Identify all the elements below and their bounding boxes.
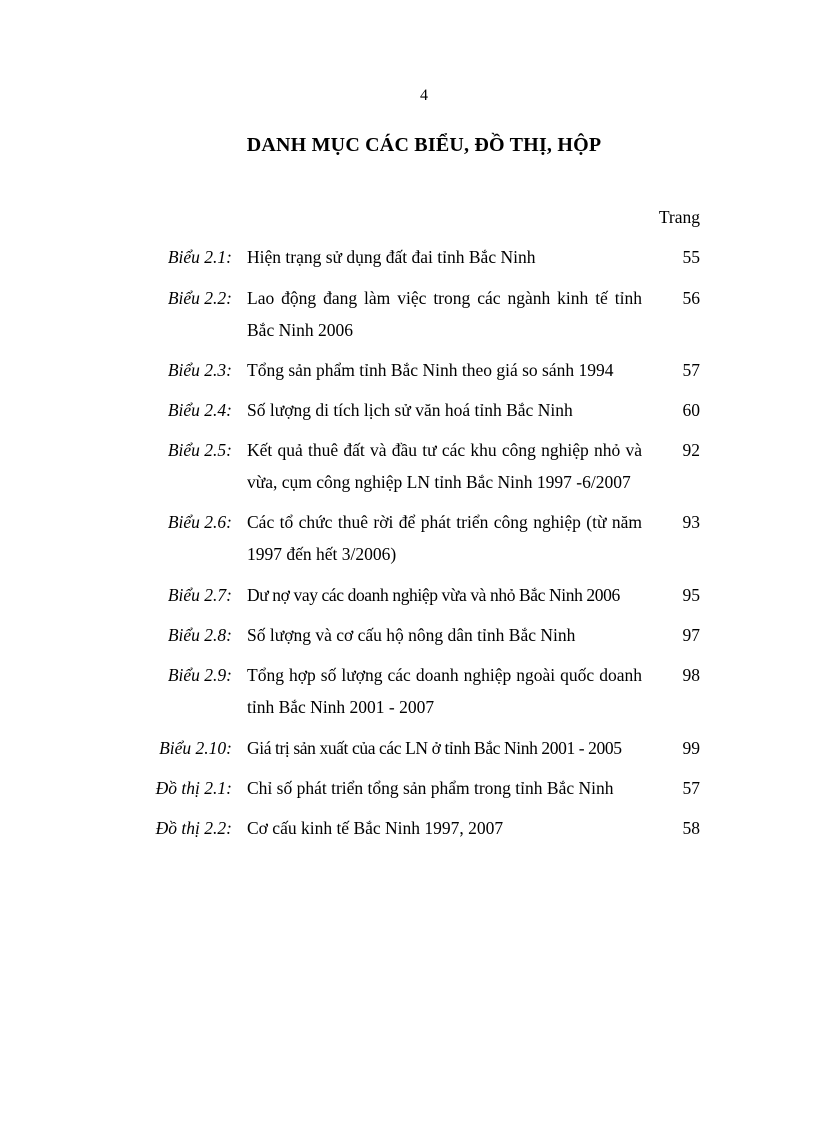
entry-text: Giá trị sản xuất của các LN ở tỉnh Bắc Ninh 2001 - 2005 — [247, 738, 622, 758]
entry-label: Biểu 2.1: — [167, 247, 232, 267]
entry-label: Biểu 2.3: — [167, 360, 232, 380]
entry-text: Số lượng di tích lịch sử văn hoá tỉnh Bắc Ninh — [247, 400, 573, 420]
entry-label: Biểu 2.2: — [167, 288, 232, 308]
entry-label: Đồ thị 2.1: — [155, 778, 232, 798]
entry-text: Số lượng và cơ cấu hộ nông dân tỉnh Bắc Ninh — [247, 625, 576, 645]
entry-page: 56 — [682, 288, 700, 308]
entry-page: 93 — [682, 512, 700, 532]
entry-text: Tổng hợp số lượng các doanh nghiệp ngoài quốc doanh tỉnh Bắc Ninh 2001 - 2007 — [247, 665, 642, 717]
entry-page: 55 — [682, 247, 700, 267]
entry-label: Biểu 2.4: — [167, 400, 232, 420]
entry-page: 57 — [682, 778, 700, 798]
entry-page: 57 — [682, 360, 700, 380]
entry-label: Biểu 2.6: — [167, 512, 232, 532]
entry-page: 97 — [682, 625, 700, 645]
entry-label: Biểu 2.10: — [159, 738, 232, 758]
page-number: 4 — [420, 87, 428, 104]
entry-text: Cơ cấu kinh tế Bắc Ninh 1997, 2007 — [247, 818, 504, 838]
entry-page: 92 — [682, 440, 700, 460]
entry-page: 58 — [682, 818, 700, 838]
entry-label: Biểu 2.8: — [167, 625, 232, 645]
entry-text: Dư nợ vay các doanh nghiệp vừa và nhỏ Bắc Ninh 2006 — [247, 585, 620, 605]
entry-label: Biểu 2.5: — [167, 440, 232, 460]
entry-text: Các tổ chức thuê rời để phát triển công nghiệp (từ năm 1997 đến hết 3/2006) — [247, 512, 642, 564]
entry-label: Đồ thị 2.2: — [155, 818, 232, 838]
entry-text: Chỉ số phát triển tổng sản phẩm trong tỉnh Bắc Ninh — [247, 778, 614, 798]
entry-page: 98 — [682, 665, 700, 685]
entry-page: 60 — [682, 400, 700, 420]
entry-page: 95 — [682, 585, 700, 605]
entry-label: Biểu 2.7: — [167, 585, 232, 605]
page-column-header: Trang — [658, 207, 700, 227]
entry-text: Tổng sản phẩm tỉnh Bắc Ninh theo giá so sánh 1994 — [247, 360, 614, 380]
entry-label: Biểu 2.9: — [167, 665, 232, 685]
entry-text: Kết quả thuê đất và đầu tư các khu công nghiệp nhỏ và vừa, cụm công nghiệp LN tỉnh Bắc Ninh 1997 -6/2007 — [247, 440, 642, 492]
entry-text: Hiện trạng sử dụng đất đai tỉnh Bắc Ninh — [247, 247, 536, 267]
entry-text: Lao động đang làm việc trong các ngành kinh tế tỉnh Bắc Ninh 2006 — [247, 288, 642, 340]
entry-page: 99 — [682, 738, 700, 758]
page-title: DANH MỤC CÁC BIỂU, ĐỒ THỊ, HỘP — [246, 134, 602, 156]
